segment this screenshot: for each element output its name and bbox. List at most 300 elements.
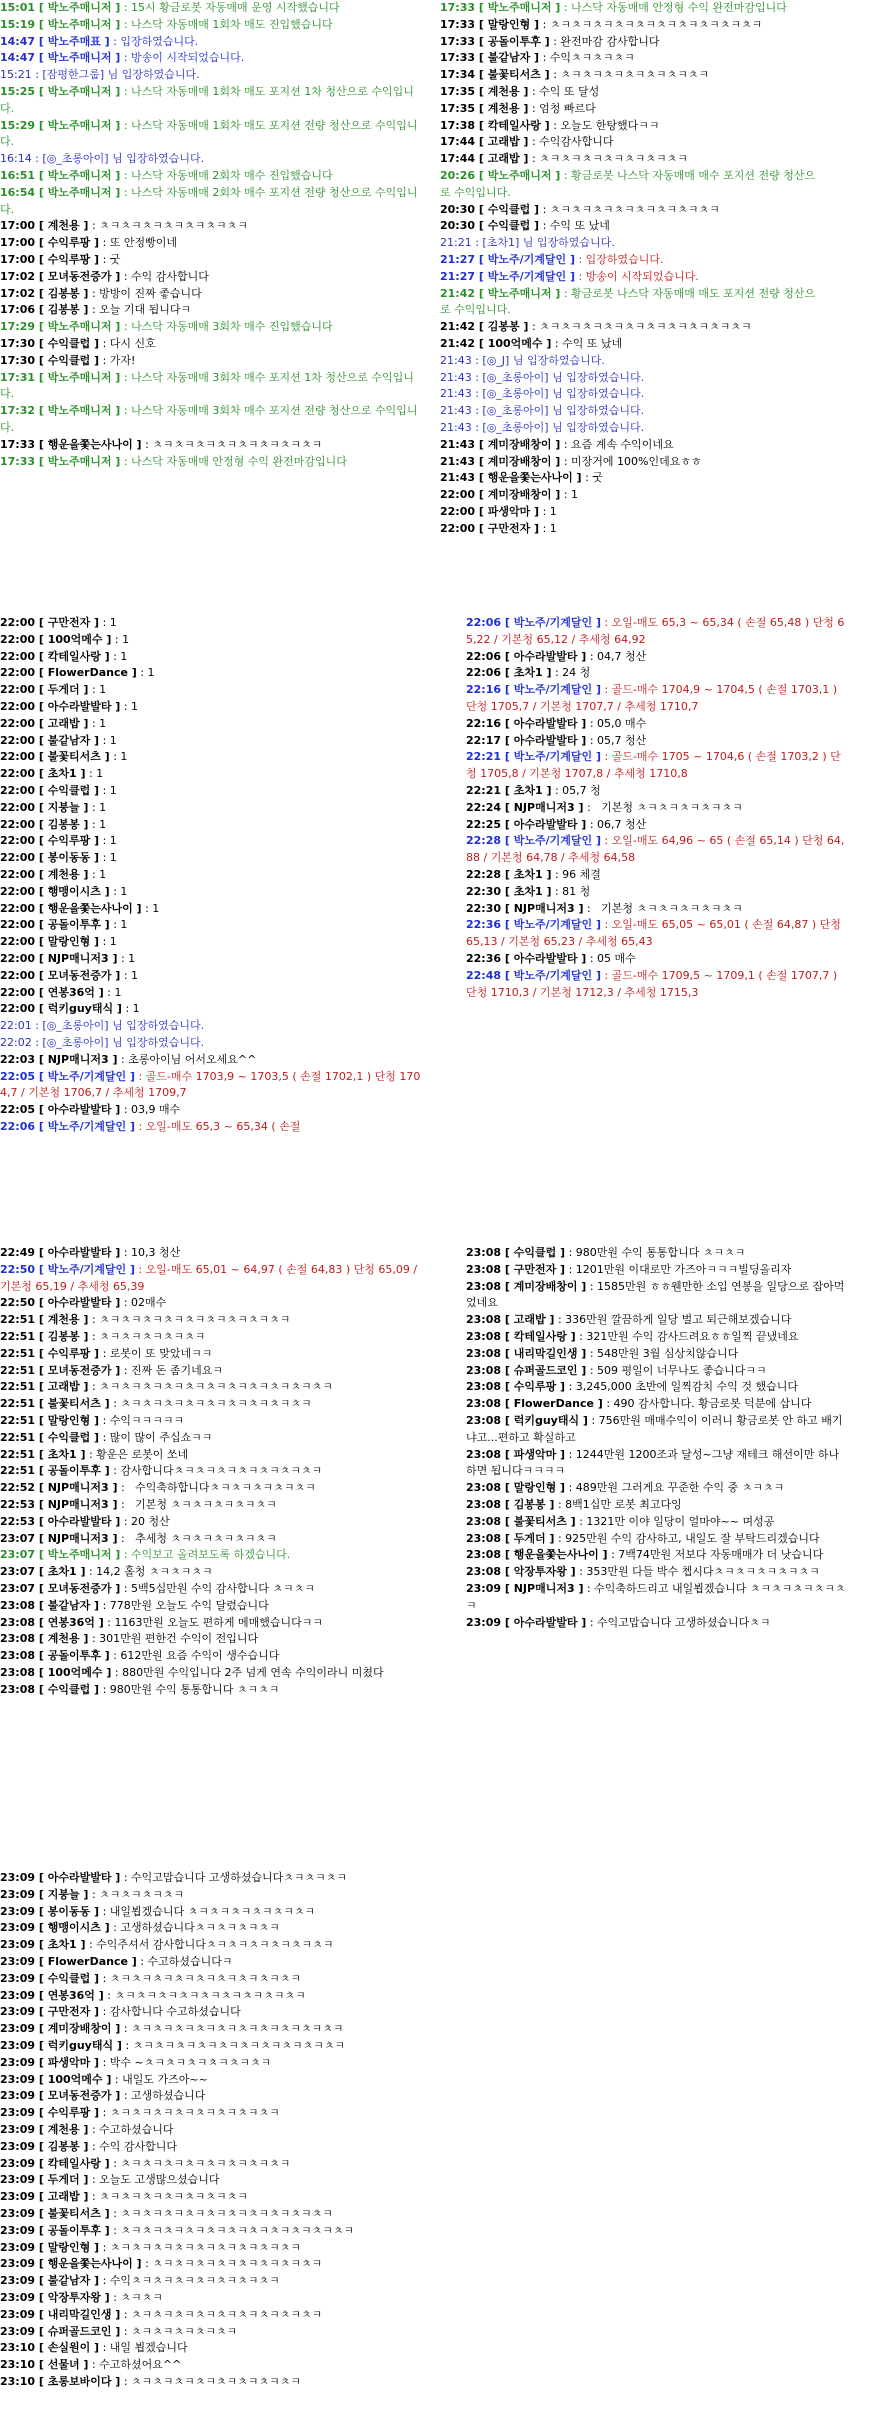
- chat-sender-name: 수익클럽: [47, 1971, 91, 1985]
- chat-text: 수익감사합니다: [539, 135, 614, 149]
- chat-sender-name: 선물녀: [47, 2358, 80, 2372]
- chat-text: ㅊㅋㅊㅋㅊㅋㅊㅋㅊㅋㅊㅋㅊㅋㅊㅋㅊㅋ: [109, 2240, 302, 2254]
- chat-message: 23:08 [ 김봉봉 ] : 8백1십만 로봇 최고다잉: [466, 1497, 682, 1511]
- chat-sender: 22:51 [ 불꽃티서츠 ]: [0, 1397, 110, 1411]
- chat-time: 17:29: [0, 320, 36, 334]
- chat-time: 22:21: [466, 783, 502, 797]
- chat-time: 22:06: [0, 1119, 36, 1133]
- chat-text: 고생하셨습니다: [131, 2089, 206, 2103]
- chat-text: 나스닥 자동매매 2회차 매수 포지션 전량 청산으로 수익입니다.: [0, 185, 418, 216]
- chat-sender: 23:09 [ 봉이동동 ]: [0, 1904, 100, 1918]
- chat-message: 21:43 [ 행운을쫓는사나이 ] : 굿: [440, 471, 603, 485]
- chat-sender-name: NJP매니저3: [47, 1052, 109, 1066]
- chat-message: 22:05 [ 아수라발발타 ] : 03,9 매수: [0, 1103, 181, 1117]
- chat-sender-name: 계미장배창이: [513, 1279, 578, 1293]
- chat-message: 23:09 [ NJP매니저3 ] : 수익축하드리고 내일뵙겠습니다 ㅊㅋㅊㅋㅊㅋㅊㅋㅊㅋ: [466, 1581, 846, 1612]
- chat-time: 23:09: [0, 2324, 36, 2338]
- chat-sender: 23:08 [ 내리막길인생 ]: [466, 1346, 587, 1360]
- chat-time: 23:09: [0, 2072, 36, 2086]
- chat-sender: 22:06 [ 박노주/기계달인 ]: [466, 616, 601, 629]
- chat-message: 17:33 [ 공돌이투후 ] : 완전마감 감사합니다: [440, 34, 660, 48]
- chat-sender-name: 칵테일사랑: [47, 649, 101, 663]
- chat-log-panel-6: [466, 1245, 846, 1775]
- chat-sender-name: 박노주/기계달인: [513, 683, 593, 697]
- chat-text: ㅊㅋㅊㅋㅊㅋㅊㅋㅊㅋㅊㅋㅊㅋㅊㅋㅊㅋ: [120, 1397, 312, 1411]
- chat-time: 22:16: [466, 716, 502, 730]
- chat-text: 1: [131, 968, 139, 982]
- chat-sender: 20:30 [ 수익클럽 ]: [440, 202, 540, 216]
- chat-sender-name: 아수라발발타: [513, 951, 578, 965]
- chat-text: 1: [114, 985, 122, 999]
- chat-sender-name: 불꽃티서츠: [47, 2206, 101, 2220]
- chat-sender: 23:09 [ 불꽃티서츠 ]: [0, 2206, 110, 2220]
- chat-sender-name: 박노주매니저: [47, 168, 112, 182]
- chat-sender: 22:51 [ 수익루팡 ]: [0, 1346, 100, 1360]
- chat-message: 23:07 [ 초차1 ] : 14,2 홀청 ㅊㅋㅊㅋㅊㅋ: [0, 1565, 213, 1579]
- chat-sender-name: 박노주/기계달인: [513, 750, 593, 764]
- chat-time: 22:00: [0, 851, 36, 865]
- chat-sender: 23:08 [ 수익클럽 ]: [0, 1682, 100, 1696]
- chat-message: 22:16 [ 박노주/기계달인 ] : 골드-매수 1704,9 ~ 1704,5 ( 손절 1703,1 ) 단청 1705,7 / 기본청 1707,7 / 추세청 1710,7: [466, 683, 841, 713]
- chat-message: 17:00 [ 계천용 ] : ㅊㅋㅊㅋㅊㅋㅊㅋㅊㅋㅊㅋㅊㅋ: [0, 219, 248, 233]
- chat-text: 나스닥 자동매매 1회차 매도 포지션 1차 청산으로 수익입니다.: [0, 84, 414, 115]
- chat-message: 22:06 [ 초차1 ] : 24 청: [466, 666, 591, 680]
- chat-sender: 23:09 [ 행맹이시츠 ]: [0, 1921, 110, 1935]
- chat-text: 1: [99, 817, 107, 831]
- chat-sender-name: 내리막길인생: [513, 1346, 578, 1360]
- chat-message: 23:08 [ 악장투자왕 ] : 353만원 다들 박수 쳅시다ㅊㅋㅊㅋㅊㅋㅊㅋㅊㅋ: [466, 1565, 820, 1579]
- chat-time: 17:34: [440, 68, 476, 82]
- chat-sender: 22:00 [ 불꽃티서츠 ]: [0, 750, 110, 764]
- chat-sender-name: 계천용: [47, 2122, 80, 2136]
- chat-sender: 22:50 [ 박노주/기계달인 ]: [0, 1262, 135, 1276]
- chat-text: 1321만 이야 일당이 얼마야~~ 며성공: [586, 1514, 775, 1528]
- chat-message: 23:09 [ 파생악마 ] : 박수 ~ㅊㅋㅊㅋㅊㅋㅊㅋㅊㅋㅊㅋ: [0, 2055, 272, 2069]
- chat-time: 22:00: [0, 767, 36, 781]
- chat-sender: 23:09 [ 100억메수 ]: [0, 2072, 112, 2086]
- chat-message: 23:08 [ 수익클럽 ] : 980만원 수익 통통합니다 ㅊㅋㅊㅋ: [0, 1682, 280, 1696]
- chat-time: 23:08: [0, 1598, 36, 1612]
- chat-message: 23:08 [ 말랑인형 ] : 489만원 그러게요 꾸준한 수익 중 ㅊㅋㅊㅋ: [466, 1481, 785, 1495]
- chat-time: 22:51: [0, 1363, 36, 1377]
- chat-sender: 21:42 [ 김봉봉 ]: [440, 320, 529, 334]
- chat-sender-name: 계미장배창이: [487, 488, 552, 502]
- chat-text: 진짜 돈 좀기네요ㅋ: [131, 1363, 224, 1377]
- chat-sender: 17:38 [ 칵테일사랑 ]: [440, 118, 550, 132]
- chat-time: 23:09: [0, 1938, 36, 1952]
- chat-time: 15:01: [0, 1, 36, 14]
- chat-message: 22:28 [ 박노주/기계달인 ] : 오일-매도 64,96 ~ 65 ( 손절 65,14 ) 단청 64,88 / 기본청 64,78 / 추세청 64,58: [466, 834, 845, 865]
- chat-sender: 17:34 [ 불꽃티서츠 ]: [440, 68, 550, 82]
- chat-sender: 23:08 [ 악장투자왕 ]: [466, 1565, 576, 1579]
- chat-sender: 22:00 [ 구만전자 ]: [0, 616, 100, 629]
- chat-message: 23:09 [ 계미장배창이 ] : ㅊㅋㅊㅋㅊㅋㅊㅋㅊㅋㅊㅋㅊㅋㅊㅋㅊㅋㅊㅋ: [0, 2022, 344, 2036]
- chat-sender-name: 수익클럽: [487, 219, 531, 233]
- chat-message: 23:08 [ 고래밥 ] : 336만원 깔끔하게 일당 벌고 퇴근해보겠습니다: [466, 1313, 792, 1327]
- chat-sender-name: 칵테일사랑: [487, 118, 541, 132]
- chat-sender-name: 두게더: [47, 683, 80, 697]
- chat-time: 22:00: [440, 504, 476, 518]
- chat-sender: 17:33 [ 박노주매니저 ]: [0, 454, 121, 468]
- chat-sender-name: 럭키guy태식: [513, 1413, 580, 1427]
- chat-text: 02매수: [131, 1296, 167, 1310]
- chat-time: 22:51: [0, 1447, 36, 1461]
- chat-message: 23:09 [ FlowerDance ] : 수고하셨습니다ㅋ: [0, 1954, 233, 1968]
- chat-sender: 17:35 [ 계천용 ]: [440, 101, 529, 115]
- chat-sender: 23:09 [ 칵테일사랑 ]: [0, 2156, 110, 2170]
- chat-sender-name: 아수라발발타: [47, 1246, 112, 1259]
- chat-message: 21:42 [ 박노주매니저 ] : 황금로봇 나스닥 자동매매 매도 포지션 전량 청산으로 수익입니다.: [440, 286, 816, 317]
- chat-text: 나스닥 자동매매 3회차 매수 포지션 전량 청산으로 수익입니다.: [0, 404, 418, 434]
- chat-message: 22:00 [ 아수라발발타 ] : 1: [0, 699, 139, 713]
- chat-message: 17:32 [ 박노주매니저 ] : 나스닥 자동매매 3회차 매수 포지션 전량 청산으로 수익입니다.: [0, 404, 418, 434]
- chat-message: 15:01 [ 박노주매니저 ] : 15시 황금로봇 자동매매 운영 시작했습니다: [0, 1, 340, 14]
- chat-text: 기본청 ㅊㅋㅊㅋㅊㅋㅊㅋㅊㅋ: [594, 901, 743, 915]
- chat-sender: 22:16 [ 박노주/기계달인 ]: [466, 683, 601, 697]
- chat-message: 22:50 [ 아수라발발타 ] : 02매수: [0, 1296, 167, 1310]
- chat-message: 22:00 [ 말랑인형 ] : 1: [0, 935, 117, 949]
- chat-text: 골드-매수 1705 ~ 1704,6 ( 손절 1703,2 ) 단청 1705,8 / 기본청 1707,8 / 추세청 1710,8: [466, 750, 841, 781]
- chat-message: 23:08 [ 공돌이투후 ] : 612만원 요즘 수익이 생수습니다: [0, 1649, 280, 1663]
- chat-sender-name: 수익루팡: [47, 1346, 91, 1360]
- chat-sender-name: 박노주매니저: [47, 84, 112, 98]
- chat-text: 1: [120, 918, 128, 932]
- chat-message: 17:33 [ 불같남자 ] : 수익ㅊㅋㅊㅋㅊㅋ: [440, 51, 635, 65]
- chat-sender-name: 김봉봉: [47, 303, 80, 317]
- chat-sender-name: 손실원이: [47, 2341, 91, 2355]
- chat-text: 1: [571, 488, 579, 502]
- chat-sender-name: 말랑인형: [47, 2240, 91, 2254]
- chat-time: 23:09: [0, 2122, 36, 2136]
- chat-sender-name: FlowerDance: [513, 1397, 594, 1411]
- chat-time: 22:00: [0, 750, 36, 764]
- chat-sender: 22:51 [ 공돌이투후 ]: [0, 1464, 110, 1478]
- chat-message: 22:00 [ 수익루팡 ] : 1: [0, 834, 117, 848]
- chat-time: 22:00: [440, 521, 476, 535]
- chat-message: 23:08 [ 불꽃티서츠 ] : 1321만 이야 일당이 얼마야~~ 며성공: [466, 1514, 775, 1528]
- chat-sender-name: 박노주매니저: [487, 286, 552, 300]
- chat-time: 17:33: [0, 454, 36, 468]
- chat-sender-name: 두게더: [513, 1531, 546, 1545]
- chat-log-panel-2: [440, 0, 820, 535]
- chat-sender-name: 봉이동동: [47, 851, 91, 865]
- chat-sender-name: 초차1: [47, 1447, 77, 1461]
- chat-message: 22:28 [ 초차1 ] : 96 체결: [466, 867, 601, 881]
- chat-sender-name: 100억메수: [47, 632, 103, 646]
- chat-text: 96 체결: [562, 867, 601, 881]
- chat-time: 17:31: [0, 370, 36, 384]
- system-message: 21:43 : [◎_J] 님 입장하였습니다.: [440, 353, 605, 367]
- chat-time: 22:00: [0, 918, 36, 932]
- chat-text: 수익ㅋㅋㅋㅋㅋ: [109, 1413, 185, 1427]
- chat-sender-name: 수익루팡: [47, 252, 91, 266]
- chat-sender-name: FlowerDance: [47, 1954, 128, 1968]
- chat-text: 방송이 시작되었습니다.: [131, 51, 245, 65]
- chat-text: 오일-매도 65,05 ~ 65,01 ( 손절 64,87 ) 단청 65,13 / 기본청 65,23 / 추세청 65,43: [466, 918, 845, 949]
- chat-sender: 22:28 [ 박노주/기계달인 ]: [466, 834, 601, 848]
- chat-time: 23:09: [0, 2173, 36, 2187]
- chat-text: 756만원 매매수익이 이러니 황금로봇 안 하고 배기냐고...편하고 확실하고: [466, 1413, 843, 1444]
- chat-sender: 17:02 [ 김봉봉 ]: [0, 286, 89, 300]
- chat-text: 수익 또 났네: [562, 336, 623, 350]
- chat-message: 22:21 [ 초차1 ] : 05,7 청: [466, 783, 601, 797]
- chat-sender: 17:02 [ 모녀동전증가 ]: [0, 269, 121, 283]
- chat-sender: 22:00 [ 고래밥 ]: [0, 716, 89, 730]
- chat-sender-name: 행운을쫓는사나이: [487, 471, 573, 485]
- chat-message: 17:06 [ 김봉봉 ] : 오늘 기대 됩니다ㅋ: [0, 303, 192, 317]
- chat-sender: 23:09 [ 고래밥 ]: [0, 2190, 89, 2204]
- chat-time: 22:21: [466, 750, 502, 764]
- chat-time: 22:00: [0, 901, 36, 915]
- chat-sender: 23:10 [ 선물녀 ]: [0, 2358, 89, 2372]
- chat-sender: 22:24 [ NJP매니저3 ]: [466, 800, 584, 814]
- chat-sender-name: 수익루팡: [47, 236, 91, 250]
- chat-text: 수익 또 달성: [539, 84, 600, 98]
- chat-sender: 17:29 [ 박노주매니저 ]: [0, 320, 121, 334]
- chat-sender-name: 슈퍼골드코인: [47, 2324, 112, 2338]
- chat-message: 23:09 [ 김봉봉 ] : 수익 감사합니다: [0, 2139, 178, 2153]
- chat-text: 황금로봇 나스닥 자동매매 매수 포지션 전량 청산으로 수익입니다.: [440, 168, 816, 199]
- chat-sender: 22:00 [ 초차1 ]: [0, 767, 86, 781]
- chat-message: 23:09 [ 수익루팡 ] : ㅊㅋㅊㅋㅊㅋㅊㅋㅊㅋㅊㅋㅊㅋㅊㅋ: [0, 2106, 280, 2120]
- chat-sender-name: 행운을쫓는사나이: [47, 2257, 133, 2271]
- chat-text: 612만원 요즘 수익이 생수습니다: [120, 1649, 280, 1663]
- chat-text: 1: [120, 649, 128, 663]
- chat-time: 22:00: [0, 867, 36, 881]
- chat-sender: 23:08 [ 불같남자 ]: [0, 1598, 100, 1612]
- chat-sender: 20:26 [ 박노주매니저 ]: [440, 168, 561, 182]
- chat-message: 17:33 [ 박노주매니저 ] : 나스닥 자동매매 안정형 수익 완전마감입니다: [440, 1, 787, 14]
- chat-text: 미장거에 100%인데요ㅎㅎ: [571, 454, 702, 468]
- chat-message: 23:08 [ 행운을쫓는사나이 ] : 7백74만원 저보다 자동매매가 더 낫습니다: [466, 1548, 824, 1562]
- chat-sender-name: 두게더: [47, 2173, 80, 2187]
- chat-text: 기본청 ㅊㅋㅊㅋㅊㅋㅊㅋㅊㅋ: [594, 800, 743, 814]
- chat-sender-name: 말랑인형: [47, 1413, 91, 1427]
- chat-time: 22:16: [466, 683, 502, 697]
- chat-sender: 23:08 [ 공돌이투후 ]: [0, 1649, 110, 1663]
- chat-time: 23:08: [0, 1682, 36, 1696]
- chat-text: 나스닥 자동매매 안정형 수익 완전마감입니다: [131, 454, 347, 468]
- system-message: 21:43 : [◎_초롱아이] 님 입장하였습니다.: [440, 370, 645, 384]
- chat-message: 17:02 [ 김봉봉 ] : 방방이 진짜 좋습니다: [0, 286, 202, 300]
- chat-message: 22:00 [ 두게더 ] : 1: [0, 683, 107, 697]
- chat-text: ㅊㅋㅊㅋㅊㅋㅊㅋㅊㅋㅊㅋㅊㅋㅊㅋ: [109, 2106, 280, 2120]
- chat-sender: 23:09 [ 구만전자 ]: [0, 2005, 100, 2019]
- chat-sender: 22:36 [ 아수라발발타 ]: [466, 951, 587, 965]
- chat-time: 22:25: [466, 817, 502, 831]
- chat-time: 23:09: [0, 2022, 36, 2036]
- chat-sender: 22:00 [ 지붕늘 ]: [0, 800, 89, 814]
- chat-message: 22:50 [ 박노주/기계달인 ] : 오일-매도 65,01 ~ 64,97 ( 손절 64,83 ) 단청 65,09 / 기본청 65,19 / 추세청 65,39: [0, 1262, 421, 1293]
- chat-sender-name: 초차1: [47, 1938, 77, 1952]
- chat-sender-name: 수익클럽: [513, 1246, 557, 1259]
- chat-text: 오늘도 고생많으셨습니다: [99, 2173, 220, 2187]
- chat-message: 23:09 [ 모녀동전증가 ] : 고생하셨습니다: [0, 2089, 206, 2103]
- chat-time: 23:08: [466, 1413, 502, 1427]
- chat-sender: 23:10 [ 손실원이 ]: [0, 2341, 100, 2355]
- chat-time: 23:08: [466, 1329, 502, 1343]
- chat-message: 21:42 [ 100억메수 ] : 수익 또 났네: [440, 336, 623, 350]
- chat-message: 17:02 [ 모녀동전증가 ] : 수익 감사합니다: [0, 269, 209, 283]
- chat-sender-name: 공돌이투후: [47, 1464, 101, 1478]
- chat-sender: 17:33 [ 행운을쫓는사나이 ]: [0, 437, 142, 451]
- chat-sender: 23:09 [ 악장투자왕 ]: [0, 2290, 110, 2304]
- chat-sender: 23:09 [ FlowerDance ]: [0, 1954, 137, 1968]
- chat-sender-name: 불꽃티서츠: [487, 68, 541, 82]
- chat-log-panel-5: [0, 1245, 422, 1775]
- chat-message: 23:09 [ 아수라발발타 ] : 수익고맙습니다 고생하셨습니다ㅊㅋ: [466, 1615, 771, 1629]
- chat-text: ㅊㅋㅊㅋㅊㅋㅊㅋㅊㅋㅊㅋㅊㅋㅊㅋㅊㅋㅊㅋ: [549, 17, 763, 31]
- chat-sender: 22:00 [ 럭키guy태식 ]: [0, 1002, 122, 1016]
- chat-sender: 22:00 [ 봉이동동 ]: [0, 851, 100, 865]
- chat-time: 16:54: [0, 185, 36, 199]
- chat-message: 17:00 [ 수익루팡 ] : 또 안정빵이네: [0, 236, 178, 250]
- chat-time: 22:28: [466, 834, 502, 848]
- chat-message: 22:51 [ 말랑인형 ] : 수익ㅋㅋㅋㅋㅋ: [0, 1413, 185, 1427]
- chat-text: 수익고맙습니다 고생하셨습니다ㅊㅋ: [597, 1615, 771, 1629]
- chat-text: ㅊㅋㅊㅋㅊㅋㅊㅋㅊㅋㅊㅋㅊㅋㅊㅋㅊㅋㅊㅋㅊㅋ: [99, 1380, 333, 1394]
- chat-sender-name: 파생악마: [47, 2055, 91, 2069]
- chat-time: 22:28: [466, 867, 502, 881]
- chat-sender: 22:51 [ 계천용 ]: [0, 1313, 89, 1327]
- chat-message: 23:09 [ 칵테일사랑 ] : ㅊㅋㅊㅋㅊㅋㅊㅋㅊㅋㅊㅋㅊㅋㅊㅋ: [0, 2156, 291, 2170]
- chat-message: 22:00 [ 계천용 ] : 1: [0, 867, 107, 881]
- chat-time: 15:25: [0, 84, 36, 98]
- chat-text: 수고하셨습니다ㅋ: [147, 1954, 233, 1968]
- chat-message: 23:08 [ 불같남자 ] : 778만원 오늘도 수익 달렸습니다: [0, 1598, 269, 1612]
- chat-time: 17:06: [0, 303, 36, 317]
- chat-sender: 23:08 [ 김봉봉 ]: [466, 1497, 555, 1511]
- chat-sender: 22:25 [ 아수라발발타 ]: [466, 817, 587, 831]
- system-message: 15:21 : [잠평한그룹] 님 입장하였습니다.: [0, 68, 200, 82]
- chat-sender: 21:42 [ 박노주매니저 ]: [440, 286, 561, 300]
- chat-sender-name: 고래밥: [47, 2190, 80, 2204]
- chat-message: 17:35 [ 계천용 ] : 엄청 빠르다: [440, 101, 596, 115]
- chat-sender: 23:09 [ 행운을쫓는사나이 ]: [0, 2257, 142, 2271]
- chat-text: 나스닥 자동매매 3회차 매수 진입했습니다: [131, 320, 333, 334]
- chat-time: 17:33: [0, 437, 36, 451]
- chat-sender: 23:09 [ 연봉36억 ]: [0, 1988, 104, 2002]
- chat-sender-name: 아수라발발타: [513, 716, 578, 730]
- chat-sender: 14:47 [ 박노주매니저 ]: [0, 51, 121, 65]
- chat-sender: 16:51 [ 박노주매니저 ]: [0, 168, 121, 182]
- chat-sender: 17:35 [ 계천용 ]: [440, 84, 529, 98]
- chat-sender-name: 아수라발발타: [513, 817, 578, 831]
- chat-sender-name: 악장투자왕: [513, 1565, 567, 1579]
- chat-sender: 17:44 [ 고래밥 ]: [440, 152, 529, 166]
- chat-time: 17:02: [0, 286, 36, 300]
- chat-text: ㅊㅋㅊㅋㅊㅋㅊㅋㅊㅋㅊㅋㅊㅋㅊㅋㅊㅋ: [99, 1313, 291, 1327]
- chat-time: 17:33: [440, 17, 476, 31]
- chat-text: 925만원 수익 감사하고, 내일도 잘 부탁드리겠습니다: [565, 1531, 820, 1545]
- chat-sender: 22:00 [ 행맹이시츠 ]: [0, 884, 110, 898]
- chat-text: 수익보고 올려보도록 하겠습니다.: [131, 1548, 291, 1562]
- chat-text: 353만원 다들 박수 쳅시다ㅊㅋㅊㅋㅊㅋㅊㅋㅊㅋ: [586, 1565, 820, 1579]
- chat-text: ㅊㅋㅊㅋㅊㅋㅊㅋㅊㅋㅊㅋㅊㅋ: [539, 152, 688, 166]
- chat-sender-name: 계천용: [487, 101, 520, 115]
- chat-text: 20 청산: [131, 1514, 170, 1528]
- chat-message: 21:43 [ 계미장배창이 ] : 미장거에 100%인데요ㅎㅎ: [440, 454, 702, 468]
- chat-time: 23:08: [466, 1313, 502, 1327]
- chat-sender: 22:06 [ 아수라발발타 ]: [466, 649, 587, 663]
- chat-time: 23:08: [466, 1363, 502, 1377]
- chat-message: 22:00 [ 고래밥 ] : 1: [0, 716, 107, 730]
- chat-message: 22:24 [ NJP매니저3 ] : 기본청 ㅊㅋㅊㅋㅊㅋㅊㅋㅊㅋ: [466, 800, 743, 814]
- chat-text: 입장하였습니다.: [585, 252, 664, 266]
- chat-sender-name: 초차1: [513, 867, 543, 881]
- chat-sender: 23:08 [ 슈퍼골드코인 ]: [466, 1363, 587, 1377]
- chat-sender-name: 모녀동전증가: [47, 2089, 112, 2103]
- chat-message: 22:51 [ 모녀동전증가 ] : 진짜 돈 좀기네요ㅋ: [0, 1363, 224, 1377]
- chat-message: 23:08 [ 100억메수 ] : 880만원 수익입니다 2주 넘게 연속 수익이라니 미쳤다: [0, 1665, 384, 1679]
- chat-text: 오늘 기대 됩니다ㅋ: [99, 303, 192, 317]
- chat-text: ㅊㅋㅊㅋ: [120, 2290, 163, 2304]
- chat-time: 23:09: [466, 1581, 502, 1595]
- chat-message: 22:53 [ 아수라발발타 ] : 20 청산: [0, 1514, 170, 1528]
- chat-sender: 21:42 [ 100억메수 ]: [440, 336, 552, 350]
- chat-text: ㅊㅋㅊㅋㅊㅋㅊㅋㅊㅋㅊㅋㅊㅋㅊㅋ: [152, 2257, 323, 2271]
- chat-time: 22:51: [0, 1313, 36, 1327]
- chat-sender: 17:33 [ 박노주매니저 ]: [440, 1, 561, 14]
- chat-sender-name: 불꽃티서츠: [47, 1397, 101, 1411]
- chat-text: ㅊㅋㅊㅋㅊㅋㅊㅋㅊㅋㅊㅋㅊㅋㅊㅋㅊㅋ: [114, 1988, 306, 2002]
- chat-message: 22:03 [ NJP매니저3 ] : 초롱아이님 어서오세요^^: [0, 1052, 257, 1066]
- chat-time: 23:09: [0, 1871, 36, 1884]
- chat-text: 1: [549, 521, 557, 535]
- chat-text: 321만원 수익 감사드려요ㅎㅎ일찍 끝냈네요: [586, 1329, 799, 1343]
- chat-time: 16:51: [0, 168, 36, 182]
- chat-message: 22:00 [ 파생악마 ] : 1: [440, 504, 557, 518]
- chat-text: 05,7 청산: [597, 733, 647, 747]
- chat-sender-name: 초차1: [47, 1565, 77, 1579]
- chat-sender: 17:31 [ 박노주매니저 ]: [0, 370, 121, 384]
- chat-message: 23:09 [ 연봉36억 ] : ㅊㅋㅊㅋㅊㅋㅊㅋㅊㅋㅊㅋㅊㅋㅊㅋㅊㅋ: [0, 1988, 306, 2002]
- chat-message: 17:35 [ 계천용 ] : 수익 또 달성: [440, 84, 600, 98]
- chat-message: 22:00 [ 구만전자 ] : 1: [0, 616, 117, 629]
- chat-sender: 22:00 [ 행운을쫓는사나이 ]: [0, 901, 142, 915]
- chat-sender-name: 계미장배창이: [487, 454, 552, 468]
- chat-sender: 22:00 [ 불같남자 ]: [0, 733, 100, 747]
- chat-time: 22:48: [466, 968, 502, 982]
- chat-time: 17:00: [0, 252, 36, 266]
- chat-message: 23:07 [ 박노주매니저 ] : 수익보고 올려보도록 하겠습니다.: [0, 1548, 291, 1562]
- chat-message: 22:17 [ 아수라발발타 ] : 05,7 청산: [466, 733, 647, 747]
- chat-time: 22:00: [0, 817, 36, 831]
- chat-sender-name: 구만전자: [513, 1262, 557, 1276]
- chat-sender: 22:30 [ 초차1 ]: [466, 884, 552, 898]
- chat-sender-name: 박노주/기계달인: [513, 918, 593, 932]
- chat-time: 22:03: [0, 1052, 36, 1066]
- chat-sender: 22:51 [ 수익클럽 ]: [0, 1430, 100, 1444]
- chat-message: 15:19 [ 박노주매니저 ] : 나스닥 자동매매 1회차 매도 진입했습니다: [0, 17, 333, 31]
- chat-sender-name: 연봉36억: [47, 1988, 95, 2002]
- chat-message: 21:27 [ 박노주/기계달인 ] : 입장하였습니다.: [440, 252, 664, 266]
- chat-message: 23:08 [ 내리막길인생 ] : 548만원 3월 심상치않습니다: [466, 1346, 739, 1360]
- chat-sender-name: 럭키guy태식: [47, 2038, 114, 2052]
- chat-time: 17:00: [0, 236, 36, 250]
- chat-message: 22:16 [ 아수라발발타 ] : 05,0 매수: [466, 716, 647, 730]
- chat-sender: 22:00 [ 계미장배창이 ]: [440, 488, 561, 502]
- chat-time: 22:36: [466, 918, 502, 932]
- chat-sender: 22:00 [ 100억메수 ]: [0, 632, 112, 646]
- chat-message: 23:08 [ 수익루팡 ] : 3,245,000 초반에 일찍감치 수익 것 했습니다: [466, 1380, 799, 1394]
- chat-time: 23:09: [0, 1988, 36, 2002]
- chat-text: 336만원 깔끔하게 일당 벌고 퇴근해보겠습니다: [565, 1313, 792, 1327]
- chat-message: 17:30 [ 수익클럽 ] : 다시 신호: [0, 336, 156, 350]
- chat-sender: 22:06 [ 초차1 ]: [466, 666, 552, 680]
- chat-time: 17:35: [440, 101, 476, 115]
- chat-time: 23:09: [0, 2139, 36, 2153]
